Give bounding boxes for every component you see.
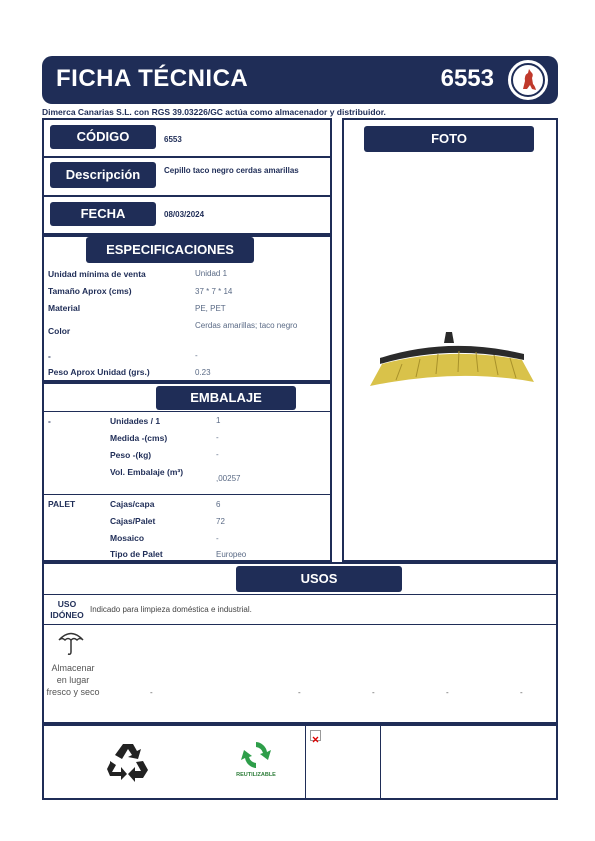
storage-instructions: Almacenar en lugar fresco y seco bbox=[46, 663, 100, 697]
spec-value: PE, PET bbox=[195, 304, 226, 313]
codigo-value: 6553 bbox=[164, 135, 182, 144]
embalaje-group-label: - bbox=[48, 416, 51, 426]
divider bbox=[42, 494, 332, 495]
spec-value: Unidad 1 bbox=[195, 269, 228, 278]
usos-label: USOS bbox=[236, 566, 402, 592]
fecha-label: FECHA bbox=[50, 202, 156, 226]
usos-placeholder: - bbox=[520, 688, 523, 697]
spec-value: Cerdas amarillas; taco negro bbox=[195, 321, 298, 330]
embalaje-label: EMBALAJE bbox=[156, 386, 296, 410]
spec-key: Tamaño Aprox (cms) bbox=[48, 286, 132, 296]
embalaje-key: Tipo de Palet bbox=[110, 549, 163, 559]
spec-value: 0.23 bbox=[195, 368, 211, 377]
divider bbox=[305, 724, 306, 800]
company-disclaimer: Dimerca Canarias S.L. con RGS 39.03226/GC actúa como almacenador y distribuidor. bbox=[42, 107, 386, 117]
page-title: FICHA TÉCNICA bbox=[56, 65, 249, 92]
broken-image-icon bbox=[310, 730, 321, 741]
usos-placeholder: - bbox=[298, 688, 301, 697]
reutilizable-label: REUTILIZABLE bbox=[236, 772, 276, 778]
spec-value: - bbox=[195, 351, 198, 360]
embalaje-value: 72 bbox=[216, 517, 225, 526]
product-photo-broom bbox=[366, 330, 536, 390]
codigo-label: CÓDIGO bbox=[50, 125, 156, 149]
reutilizable-icon bbox=[232, 738, 280, 782]
embalaje-value: 1 bbox=[216, 416, 221, 425]
header-bar bbox=[42, 56, 558, 104]
umbrella-icon bbox=[56, 627, 86, 657]
embalaje-value: - bbox=[216, 433, 219, 442]
embalaje-value: 6 bbox=[216, 500, 221, 509]
spec-key: Peso Aprox Unidad (grs.) bbox=[48, 367, 150, 377]
usos-placeholder: - bbox=[372, 688, 375, 697]
embalaje-group-label: PALET bbox=[48, 499, 76, 509]
descripcion-value: Cepillo taco negro cerdas amarillas bbox=[164, 166, 299, 175]
embalaje-key: Mosaico bbox=[110, 533, 145, 543]
foto-label: FOTO bbox=[364, 126, 534, 152]
product-code-header: 6553 bbox=[440, 65, 494, 92]
embalaje-key: Unidades / 1 bbox=[110, 416, 161, 426]
kangaroo-logo-icon bbox=[508, 60, 548, 100]
divider bbox=[42, 411, 332, 412]
divider bbox=[380, 724, 381, 800]
uso-idoneo-text: Indicado para limpieza doméstica e industrial. bbox=[90, 605, 252, 614]
usos-placeholder: - bbox=[446, 688, 449, 697]
embalaje-key: Cajas/Palet bbox=[110, 516, 156, 526]
fecha-value: 08/03/2024 bbox=[164, 210, 205, 219]
embalaje-value: - bbox=[216, 534, 219, 543]
spec-value: 37 * 7 * 14 bbox=[195, 287, 233, 296]
uso-idoneo-label: USO IDÓNEO bbox=[50, 599, 84, 620]
spec-key: Material bbox=[48, 303, 81, 313]
especificaciones-label: ESPECIFICACIONES bbox=[86, 237, 254, 263]
spec-key: - bbox=[48, 351, 51, 361]
embalaje-value: Europeo bbox=[216, 550, 247, 559]
divider bbox=[42, 156, 332, 158]
divider bbox=[42, 624, 558, 625]
embalaje-key: Vol. Embalaje (m³) bbox=[110, 467, 184, 477]
embalaje-key: Medida -(cms) bbox=[110, 433, 168, 443]
embalaje-key: Cajas/capa bbox=[110, 499, 155, 509]
embalaje-value: ,00257 bbox=[216, 474, 241, 483]
spec-key: Unidad mínima de venta bbox=[48, 269, 146, 279]
usos-placeholder: - bbox=[150, 688, 153, 697]
divider bbox=[42, 195, 332, 197]
embalaje-key: Peso -(kg) bbox=[110, 450, 152, 460]
embalaje-value: - bbox=[216, 450, 219, 459]
recycle-icon bbox=[106, 740, 150, 782]
descripcion-label: Descripción bbox=[50, 162, 156, 188]
divider bbox=[42, 594, 558, 595]
spec-key: Color bbox=[48, 326, 71, 336]
